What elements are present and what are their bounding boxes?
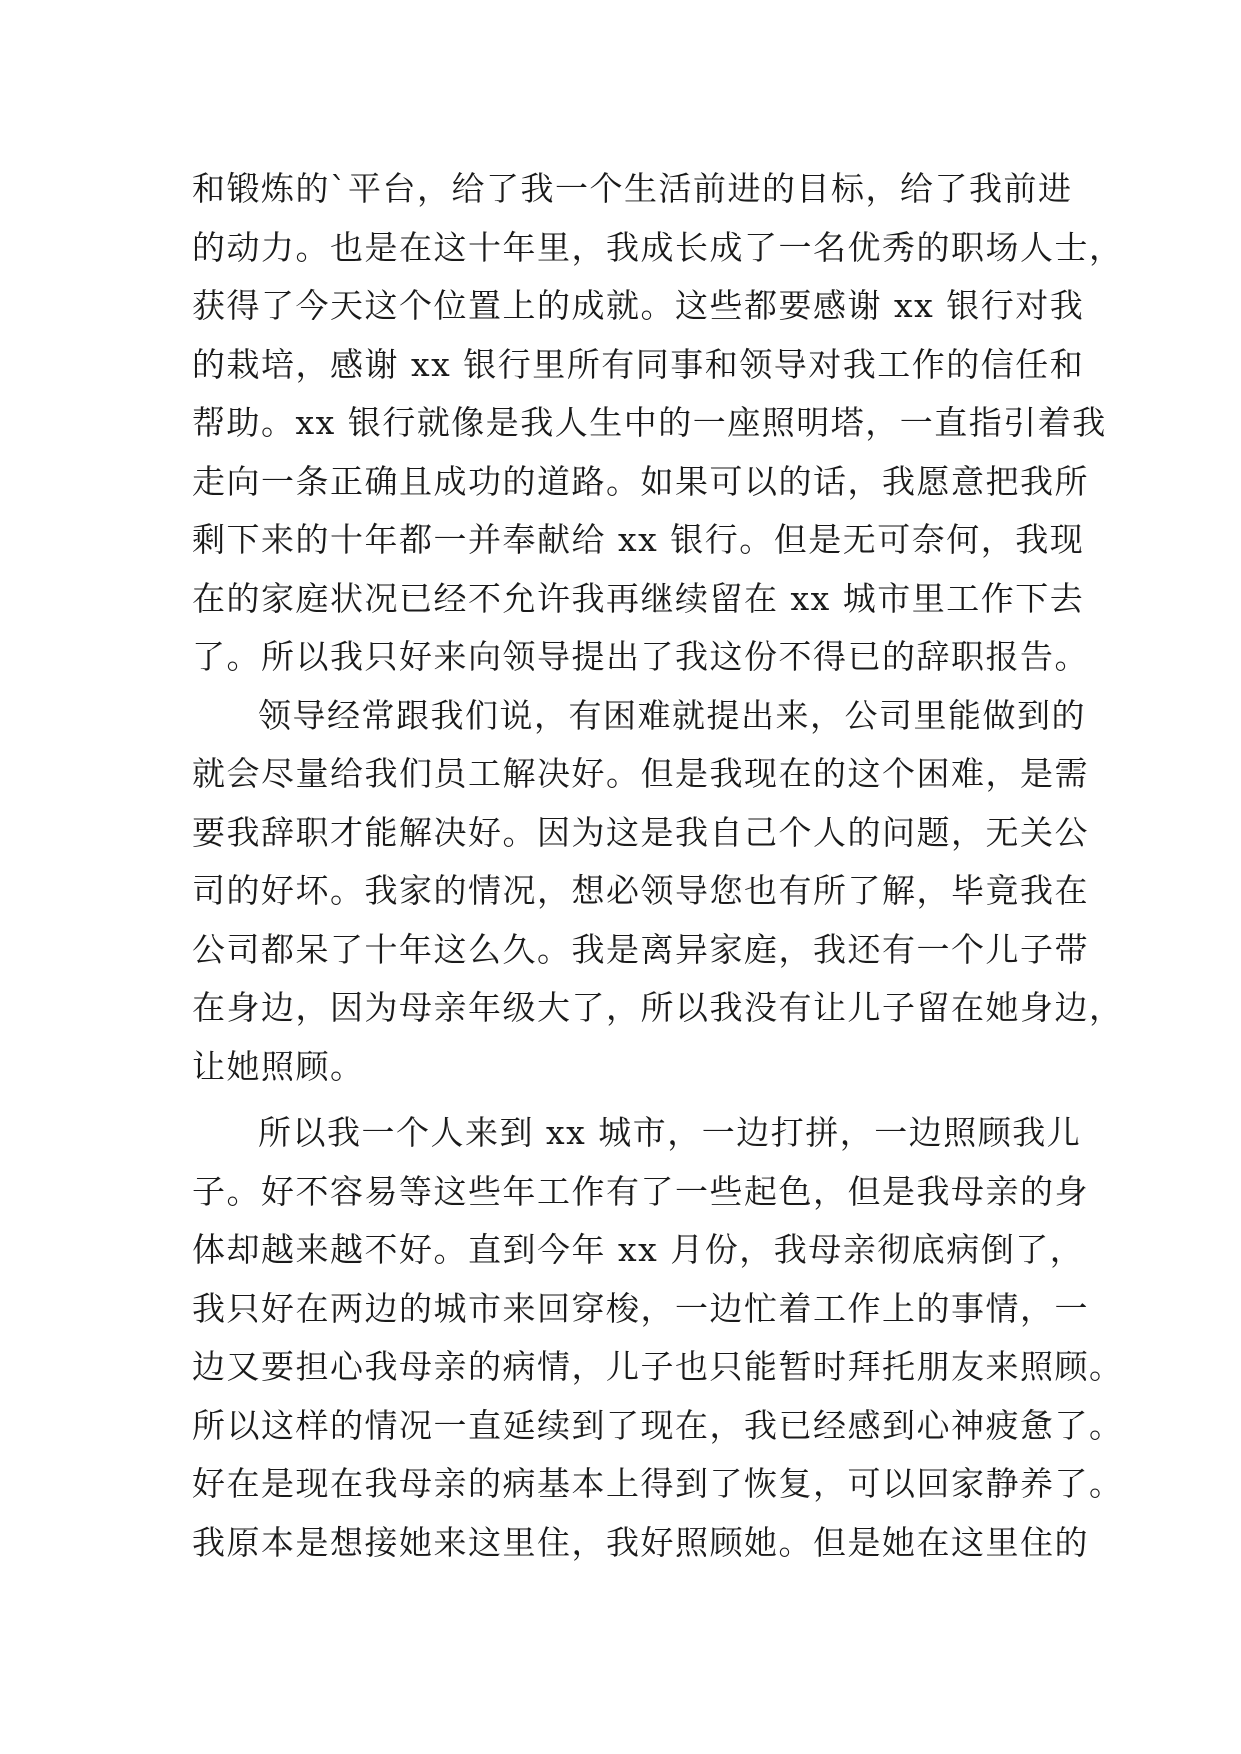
text-line: 就会尽量给我们员工解决好。但是我现在的这个困难，是需 [192, 754, 1089, 793]
text-line: 走向一条正确且成功的道路。如果可以的话，我愿意把我所 [192, 461, 1089, 501]
paragraph-2 [192, 687, 1124, 1097]
paragraph-3 [192, 1104, 1124, 1572]
text-line: 公司都呆了十年这么久。我是离异家庭，我还有一个儿子带 [192, 929, 1089, 969]
text-line: 获得了今天这个位置上的成就。这些都要感谢 xx 银行对我 [192, 286, 1085, 325]
text-line: 领导经常跟我们说，有困难就提出来，公司里能做到的 [258, 695, 1086, 735]
text-line: 的栽培，感谢 xx 银行里所有同事和领导对我工作的信任和 [192, 344, 1085, 384]
paragraph-1 [192, 160, 1124, 687]
letter-body [192, 160, 1124, 1572]
text-line: 体却越来越不好。直到今年 xx 月份，我母亲彻底病倒了， [192, 1230, 1085, 1269]
text-line: 剩下来的十年都一并奉献给 xx 银行。但是无可奈何，我现 [192, 520, 1085, 559]
text-line: 司的好坏。我家的情况，想必领导您也有所了解，毕竟我在 [192, 871, 1089, 910]
text-line: 了。所以我只好来向领导提出了我这份不得已的辞职报告。 [192, 637, 1089, 676]
text-line: 帮助。xx 银行就像是我人生中的一座照明塔，一直指引着我 [192, 403, 1107, 442]
text-line: 要我辞职才能解决好。因为这是我自己个人的问题，无关公 [192, 812, 1089, 852]
text-line: 我原本是想接她来这里住，我好照顾她。但是她在这里住的 [192, 1522, 1089, 1562]
text-line: 子。好不容易等这些年工作有了一些起色，但是我母亲的身 [192, 1171, 1089, 1211]
text-line: 和锻炼的`平台，给了我一个生活前进的目标，给了我前进 [192, 169, 1073, 208]
text-line: 好在是现在我母亲的病基本上得到了恢复，可以回家静养了。 [192, 1464, 1124, 1503]
text-line: 我只好在两边的城市来回穿梭，一边忙着工作上的事情，一 [192, 1288, 1089, 1328]
text-line: 所以我一个人来到 xx 城市，一边打拼，一边照顾我儿 [258, 1113, 1082, 1152]
text-line: 在的家庭状况已经不允许我再继续留在 xx 城市里工作下去 [192, 578, 1085, 618]
text-line: 在身边，因为母亲年级大了，所以我没有让儿子留在她身边， [192, 988, 1124, 1027]
text-line: 所以这样的情况一直延续到了现在，我已经感到心神疲惫了。 [192, 1405, 1124, 1445]
text-line: 让她照顾。 [192, 1046, 365, 1086]
text-line: 边又要担心我母亲的病情，儿子也只能暂时拜托朋友来照顾。 [192, 1347, 1124, 1386]
paragraph-spacer [192, 1096, 1072, 1104]
text-line: 的动力。也是在这十年里，我成长成了一名优秀的职场人士， [192, 227, 1124, 267]
